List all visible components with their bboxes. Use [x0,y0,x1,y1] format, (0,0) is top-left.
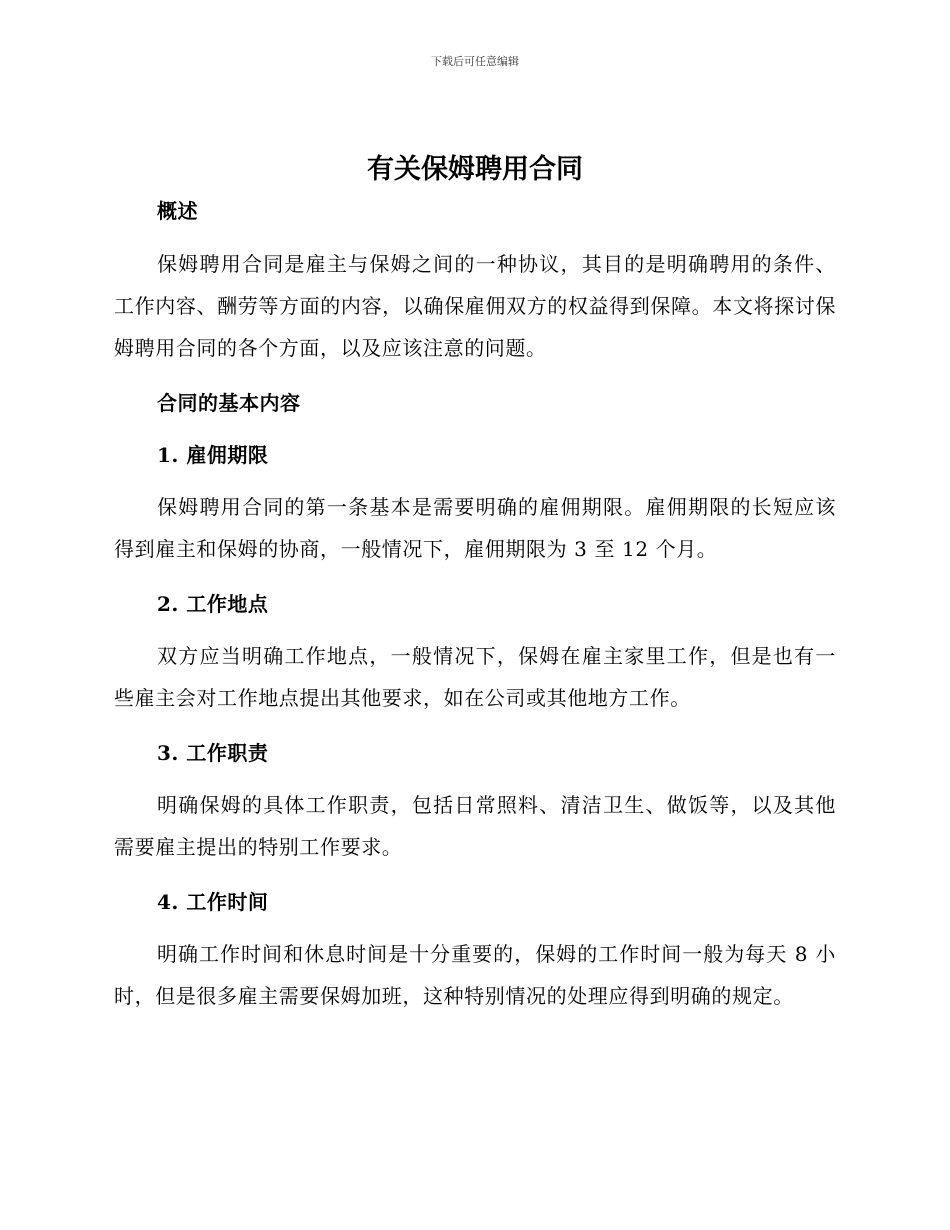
item-heading-work-location: 2. 工作地点 [157,592,269,616]
paragraph-job-duties: 明确保姆的具体工作职责，包括日常照料、清洁卫生、做饭等，以及其他需要雇主提出的特别工作要求。 [114,793,836,859]
paragraph-work-hours: 明确工作时间和休息时间是十分重要的，保姆的工作时间一般为每天 8 小时，但是很多雇主需要保姆加班，这种特别情况的处理应得到明确的规定。 [114,942,836,1008]
item-heading-job-duties: 3. 工作职责 [157,741,269,765]
document-title: 有关保姆聘用合同 [367,154,583,185]
document-body [114,193,836,1017]
paragraph-employment-period: 保姆聘用合同的第一条基本是需要明确的雇佣期限。雇佣期限的长短应该得到雇主和保姆的协商，一般情况下，雇佣期限为 3 至 12 个月。 [114,495,836,561]
paragraph-work-location: 双方应当明确工作地点，一般情况下，保姆在雇主家里工作，但是也有一些雇主会对工作地点提出其他要求，如在公司或其他地方工作。 [114,644,836,710]
item-heading-employment-period: 1. 雇佣期限 [157,443,269,467]
header-note: 下载后可任意编辑 [431,55,519,68]
item-heading-work-hours: 4. 工作时间 [157,890,269,914]
section-heading-overview: 概述 [157,199,198,223]
section-heading-basic-content: 合同的基本内容 [157,391,301,415]
paragraph-overview: 保姆聘用合同是雇主与保姆之间的一种协议，其目的是明确聘用的条件、工作内容、酬劳等方面的内容，以确保雇佣双方的权益得到保障。本文将探讨保姆聘用合同的各个方面，以及应该注意的问题。 [114,252,836,360]
